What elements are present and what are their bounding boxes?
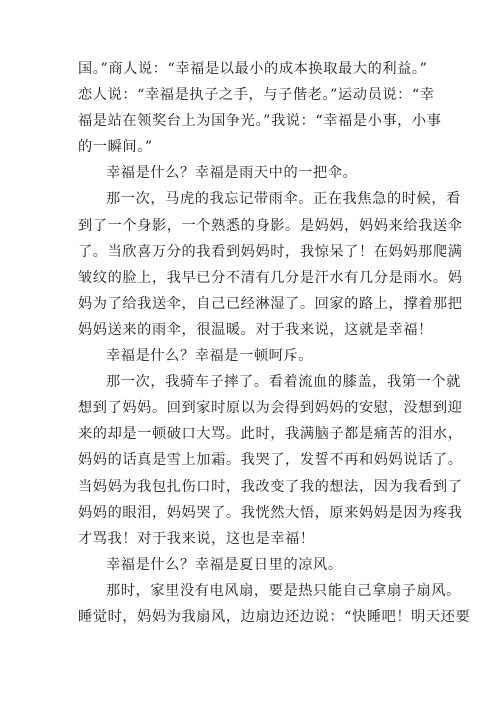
text-line: 想到了妈妈。回到家时原以为会得到妈妈的安慰，没想到迎	[78, 400, 463, 417]
text-line: 的一瞬间。”	[78, 139, 153, 156]
text-line: 妈妈送来的雨伞，很温暖。对于我来说，这就是幸福！	[78, 321, 433, 338]
text-line: 那一次，我骑车子摔了。看着流血的膝盖，我第一个就	[106, 374, 461, 391]
text-line: 了。当欣喜万分的我看到妈妈时，我惊呆了！在妈妈那爬满	[78, 243, 463, 260]
text-line: 那时，家里没有电风扇，要是热只能自己拿扇子扇风。	[106, 582, 461, 599]
section-heading: 幸福是什么？幸福是夏日里的凉风。	[106, 556, 343, 573]
text-line: 当妈妈为我包扎伤口时，我改变了我的想法，因为我看到了	[78, 478, 463, 495]
text-line: 到了一个身影，一个熟悉的身影。是妈妈，妈妈来给我送伞	[78, 217, 463, 234]
text-line: 那一次，马虎的我忘记带雨伞。正在我焦急的时候，看	[106, 191, 461, 208]
text-line: 皱纹的脸上，我早已分不清有几分是汗水有几分是雨水。妈	[78, 269, 463, 286]
text-line: 睡觉时，妈妈为我扇风，边扇边还边说：“快睡吧！明天还要	[78, 608, 471, 625]
text-line: 妈妈的眼泪，妈妈哭了。我恍然大悟，原来妈妈是因为疼我	[78, 504, 463, 521]
section-heading: 幸福是什么？幸福是雨天中的一把伞。	[106, 165, 358, 182]
text-line: 国。”商人说：“幸福是以最小的成本换取最大的利益。”	[78, 61, 428, 77]
section-heading: 幸福是什么？幸福是一顿呵斥。	[106, 348, 314, 365]
text-line: 妈妈的话真是雪上加霜。我哭了，发誓不再和妈妈说话了。	[78, 452, 463, 469]
text-line: 才骂我！对于我来说，这也是幸福！	[78, 530, 315, 547]
text-line: 妈为了给我送伞，自己已经淋湿了。回家的路上，撑着那把	[78, 295, 463, 312]
text-line: 来的却是一顿破口大骂。此时，我满脑子都是痛苦的泪水，	[78, 426, 463, 443]
text-line: 福是站在领奖台上为国争光。”我说：“幸福是小事，小事	[78, 113, 442, 130]
text-line: 恋人说：“幸福是执子之手，与子偕老。”运动员说：“幸	[78, 87, 435, 104]
